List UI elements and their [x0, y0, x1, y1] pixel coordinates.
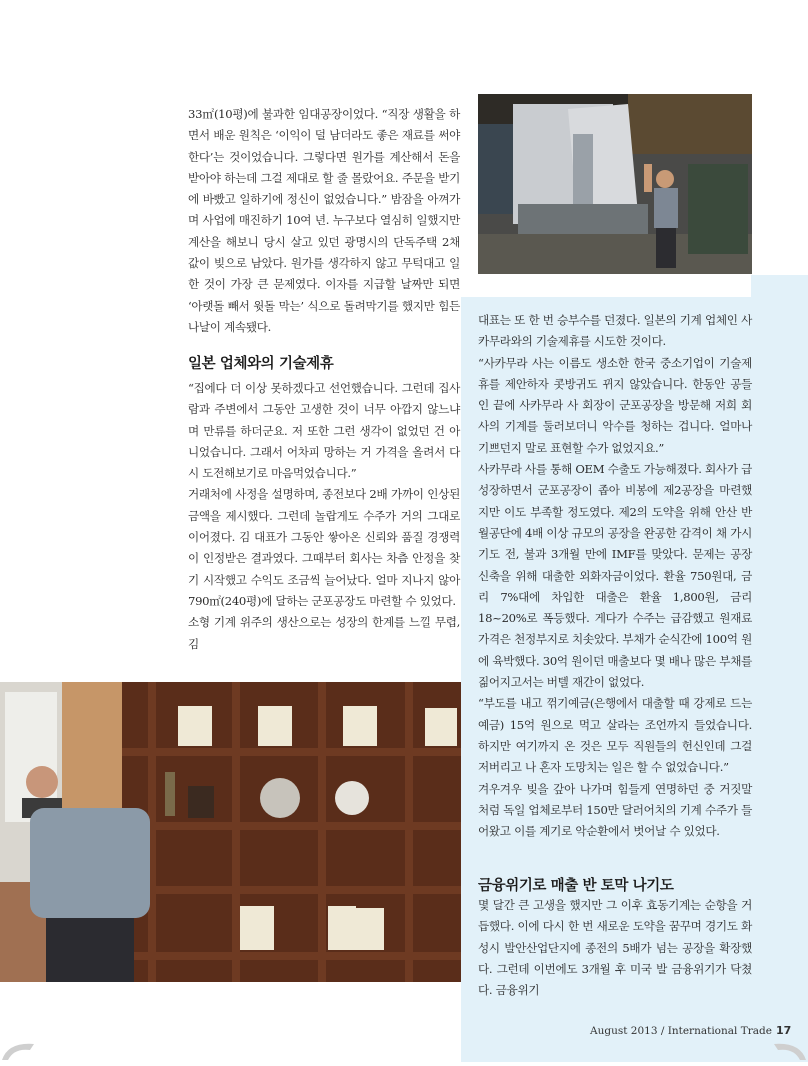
body-text: 소형 기계 위주의 생산으로는 성장의 한계를 느낄 무렵, 김: [188, 615, 460, 651]
body-text: 사카무라 사를 통해 OEM 수출도 가능해졌다. 회사가 급성장하면서 군포공장이 좁아 비봉에 제2공장을 마련했지만 이도 부족할 정도였다. 제2의 도약을 위해 안산 반월공단에 4배 이상 규모의 공장을 완공한 감격이 채 가시기도 전, 불과 3개월 만에 IMF를 맞았다. 문제는 공장 신축을 위해 대출한 외화자금이었다. 환율 750원대, 금리 7%대에 차입한 대출은 환율 1,800원, 금리 18~20%로 폭등했다. 게다가 수주는 급감했고 원재료 가격은 천정부지로 치솟았다. 부채가 순식간에 100억 원에 육박했다. 30억 원이던 매출보다 몇 배나 많은 부채를 짊어지고서는 버텔 재간이 없었다.: [478, 462, 753, 690]
article-section-2: [478, 895, 752, 1001]
factory-machine-photo: [478, 94, 752, 274]
section-heading: 일본 업체와의 기술제휴: [188, 356, 334, 372]
body-text: 거래처에 사정을 설명하며, 종전보다 2배 가까이 인상된 금액을 제시했다. 그런데 놀랍게도 수주가 거의 그대로 이어졌다. 김 대표가 그동안 쌓아온 신뢰와 품질 경쟁력이 인정받은 결과였다. 그때부터 회사는 차츰 안정을 찾기 시작했고 수익도 조금씩 늘어났다. 얼마 지나지 않아 790㎡(240평)에 달하는 군포공장도 마련할 수 있었다.: [188, 487, 460, 608]
page-number: 17: [775, 1024, 792, 1037]
article-paragraph: [188, 104, 460, 338]
page-footer: [590, 1024, 791, 1037]
issue-label: August 2013 / International Trade: [590, 1025, 772, 1037]
body-text: 33㎡(10평)에 불과한 임대공장이었다. “직장 생활을 하면서 배운 원칙은 ‘이익이 덜 남더라도 좋은 재료를 써야 한다’는 것이었습니다. 그렇다면 원가를 계산해서 돈을 받아야 하는데 그걸 제대로 할 줄 몰랐어요. 주문을 받기에 바빴고 일하기에 정신이 없었습니다.” 밤잠을 아껴가며 사업에 매진하기 10여 년. 누구보다 열심히 일했지만 계산을 해보니 당시 살고 있던 광명시의 단독주택 2채 값이 빚으로 남았다. 원가를 생각하지 않고 무턱대고 일한 것이 가장 큰 문제였다. 이자를 지급할 날짜만 되면 ‘아랫돌 빼서 윗돌 막는’ 식으로 돌려막기를 했지만 힘든 나날이 계속됐다.: [188, 107, 460, 334]
section-heading: 금융위기로 매출 반 토막 나기도: [478, 878, 674, 894]
office-awards-photo: [0, 682, 461, 982]
article-section-1: [188, 378, 460, 655]
body-text: 겨우겨우 빚을 갚아 나가며 힘들게 연명하던 중 거짓말처럼 독일 업체로부터 150만 달러어치의 기계 수주가 들어왔고 이를 계기로 악순환에서 벗어날 수 있었다.: [478, 781, 752, 839]
page-curl-right-icon: [768, 1036, 808, 1062]
body-text: “집에다 더 이상 못하겠다고 선언했습니다. 그런데 집사람과 주변에서 그동안 고생한 것이 너무 아깝지 않느냐며 만류를 하더군요. 저 또한 그런 생각이 없었던 건 아니었습니다. 그래서 어차피 망하는 거 가격을 올려서 다시 도전해보기로 마음먹었습니다.”: [188, 381, 460, 481]
body-text: “사카무라 사는 이름도 생소한 한국 중소기업이 기술제휴를 제안하자 콧방귀도 뀌지 않았습니다. 한동안 공들인 끝에 사카무라 사 회장이 군포공장을 방문해 저희 회사의 기계를 둘러보더니 악수를 청하는 겁니다. 얼마나 기쁘던지 말로 표현할 수가 없었지요.”: [478, 355, 752, 455]
article-right-column: [478, 310, 752, 842]
body-text: “부도를 내고 꺾기예금(은행에서 대출할 때 강제로 드는 예금) 15억 원으로 먹고 살라는 조언까지 들었습니다. 하지만 여기까지 온 것은 모두 직원들의 헌신인데 그걸 저버리고 나 혼자 도망치는 일은 할 수 없었습니다.”: [478, 696, 752, 775]
body-text: 몇 달간 큰 고생을 했지만 그 이후 효동기계는 순항을 거듭했다. 이에 다시 한 번 새로운 도약을 꿈꾸며 경기도 화성시 발안산업단지에 종전의 5배가 넘는 공장을 확장했다. 그런데 이번에도 3개월 후 미국 발 금융위기가 닥쳤다. 금융위기: [478, 898, 752, 998]
column-spacer: [461, 275, 751, 297]
body-text: 대표는 또 한 번 승부수를 던졌다. 일본의 기계 업체인 사카무라와의 기술제휴를 시도한 것이다.: [478, 313, 752, 349]
page-curl-left-icon: [0, 1036, 40, 1062]
